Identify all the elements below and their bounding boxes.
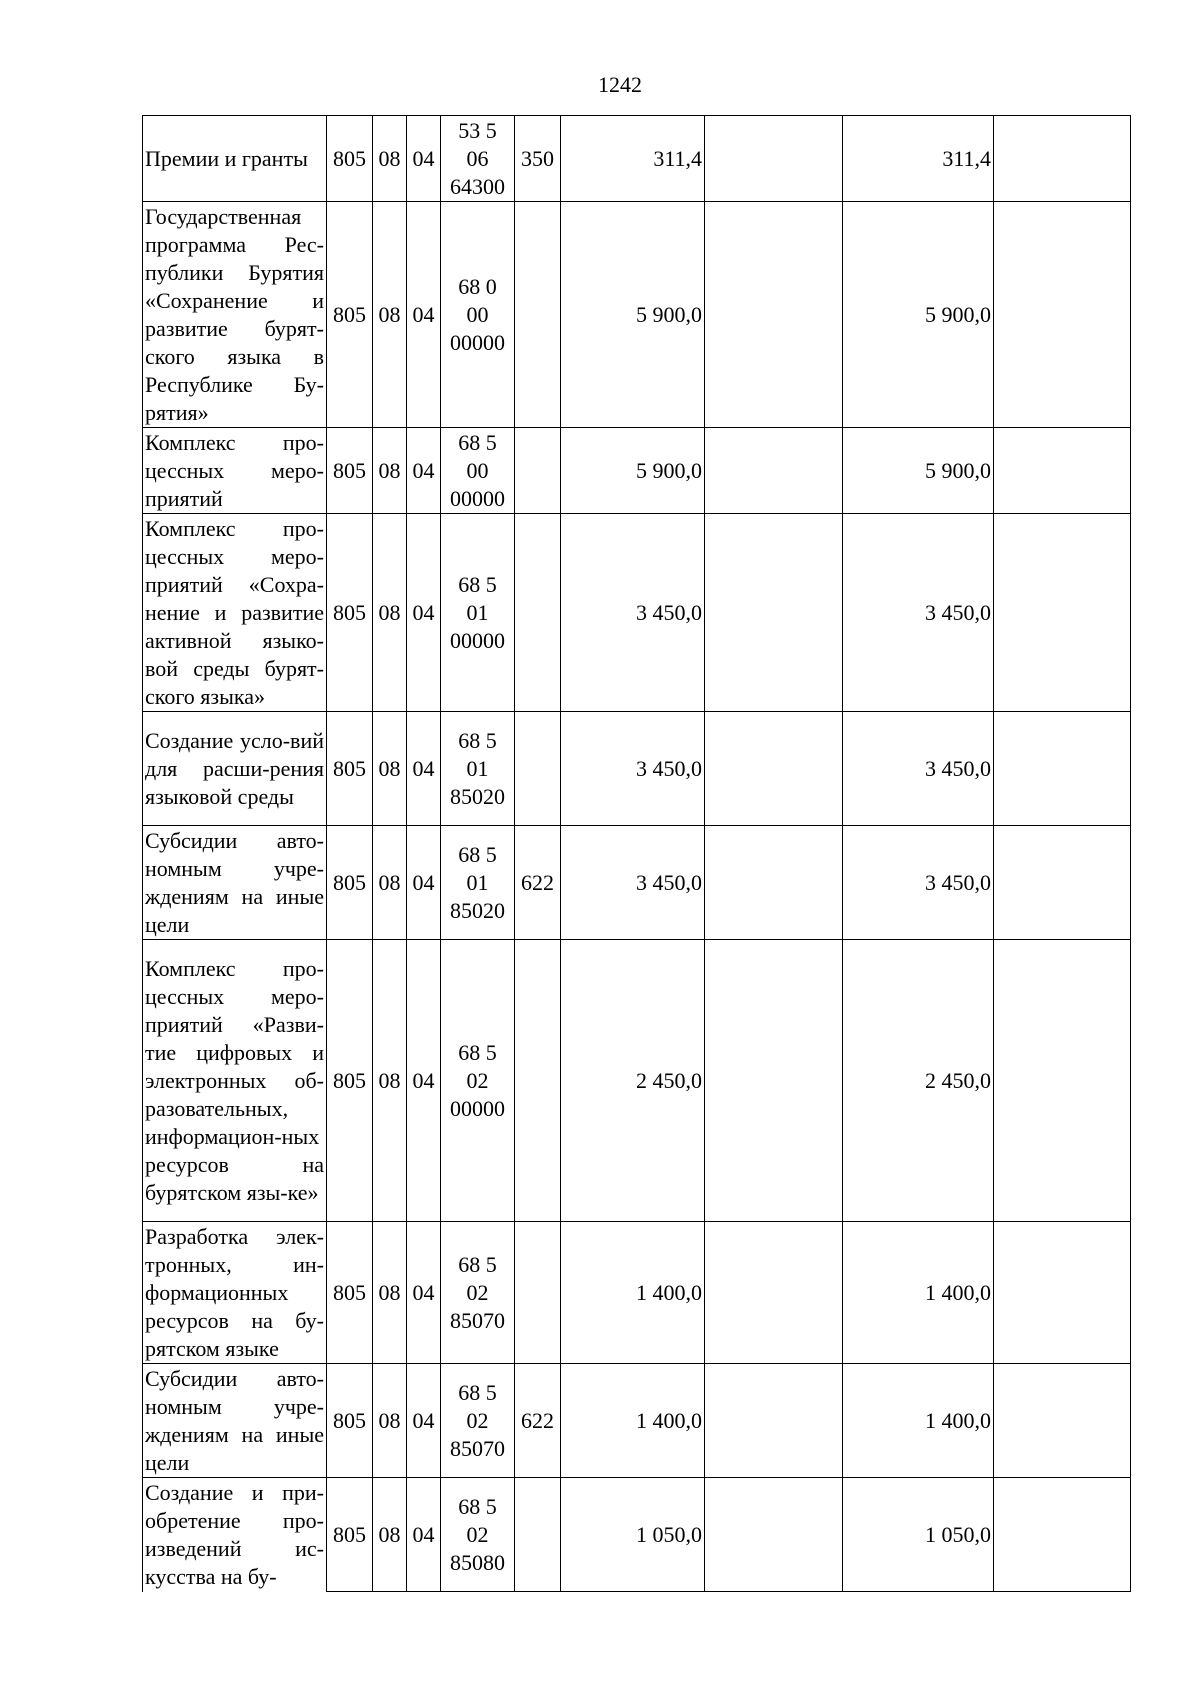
row-name: Государственная программа Рес-публики Бурятия «Сохранение и развитие бурят-ского языка в Республике Бу-рятия» — [143, 202, 327, 428]
subsection-code: 04 — [407, 1478, 441, 1592]
subsection-code: 04 — [407, 1364, 441, 1478]
target-article-code: 68 5 02 00000 — [441, 940, 515, 1222]
ministry-code: 805 — [327, 1222, 373, 1364]
amount-col-2 — [705, 1478, 843, 1592]
amount-total: 3 450,0 — [561, 826, 705, 940]
row-name: Премии и гранты — [143, 116, 327, 202]
amount-col-2 — [705, 202, 843, 428]
amount-col-3: 1 400,0 — [843, 1222, 994, 1364]
amount-total: 1 400,0 — [561, 1364, 705, 1478]
amount-total: 1 050,0 — [561, 1478, 705, 1592]
section-code: 08 — [373, 202, 407, 428]
row-name: Создание усло-вий для расши-рения языковой среды — [143, 712, 327, 826]
amount-col-4 — [994, 514, 1131, 712]
subsection-code: 04 — [407, 1222, 441, 1364]
target-article-code: 53 5 06 64300 — [441, 116, 515, 202]
section-code: 08 — [373, 940, 407, 1222]
amount-col-3: 3 450,0 — [843, 514, 994, 712]
table-row — [143, 514, 1131, 712]
expense-type-code — [515, 940, 561, 1222]
section-code: 08 — [373, 712, 407, 826]
ministry-code: 805 — [327, 826, 373, 940]
amount-col-2 — [705, 116, 843, 202]
section-code: 08 — [373, 1478, 407, 1592]
row-name: Комплекс про-цессных меро-приятий «Сохра-нение и развитие активной языко-вой среды бурят-ского языка» — [143, 514, 327, 712]
target-article-code: 68 5 00 00000 — [441, 428, 515, 514]
amount-col-3: 5 900,0 — [843, 202, 994, 428]
amount-col-2 — [705, 514, 843, 712]
expense-type-code — [515, 712, 561, 826]
amount-col-4 — [994, 826, 1131, 940]
amount-col-4 — [994, 428, 1131, 514]
amount-col-2 — [705, 712, 843, 826]
target-article-code: 68 0 00 00000 — [441, 202, 515, 428]
amount-col-4 — [994, 940, 1131, 1222]
ministry-code: 805 — [327, 116, 373, 202]
amount-col-3: 3 450,0 — [843, 712, 994, 826]
amount-col-4 — [994, 712, 1131, 826]
table-row — [143, 826, 1131, 940]
ministry-code: 805 — [327, 712, 373, 826]
row-name: Субсидии авто-номным учре-ждениям на иные цели — [143, 1364, 327, 1478]
section-code: 08 — [373, 514, 407, 712]
amount-col-3: 3 450,0 — [843, 826, 994, 940]
row-name: Создание и при-обретение про-изведений ис-кусства на бу- — [143, 1478, 327, 1592]
section-code: 08 — [373, 116, 407, 202]
page-number: 1242 — [598, 72, 642, 97]
ministry-code: 805 — [327, 940, 373, 1222]
expense-type-code — [515, 1478, 561, 1592]
amount-col-2 — [705, 826, 843, 940]
row-name: Комплекс про-цессных меро-приятий — [143, 428, 327, 514]
subsection-code: 04 — [407, 116, 441, 202]
subsection-code: 04 — [407, 514, 441, 712]
target-article-code: 68 5 02 85080 — [441, 1478, 515, 1592]
subsection-code: 04 — [407, 826, 441, 940]
row-name: Разработка элек-тронных, ин-формационных ресурсов на бу-рятском языке — [143, 1222, 327, 1364]
amount-total: 1 400,0 — [561, 1222, 705, 1364]
expense-type-code — [515, 428, 561, 514]
expense-type-code — [515, 514, 561, 712]
amount-col-3: 311,4 — [843, 116, 994, 202]
table-row — [143, 428, 1131, 514]
section-code: 08 — [373, 1364, 407, 1478]
table-row — [143, 712, 1131, 826]
amount-total: 311,4 — [561, 116, 705, 202]
table-row — [143, 1478, 1131, 1592]
amount-total: 3 450,0 — [561, 514, 705, 712]
row-name: Субсидии авто-номным учре-ждениям на иные цели — [143, 826, 327, 940]
expense-type-code: 622 — [515, 1364, 561, 1478]
table-row — [143, 1222, 1131, 1364]
amount-total: 5 900,0 — [561, 428, 705, 514]
amount-col-4 — [994, 1364, 1131, 1478]
subsection-code: 04 — [407, 428, 441, 514]
budget-table — [142, 115, 1131, 1592]
amount-col-4 — [994, 202, 1131, 428]
ministry-code: 805 — [327, 202, 373, 428]
table-row — [143, 116, 1131, 202]
expense-type-code: 622 — [515, 826, 561, 940]
ministry-code: 805 — [327, 1364, 373, 1478]
amount-col-3: 1 400,0 — [843, 1364, 994, 1478]
amount-total: 5 900,0 — [561, 202, 705, 428]
table-row — [143, 940, 1131, 1222]
amount-col-4 — [994, 116, 1131, 202]
ministry-code: 805 — [327, 1478, 373, 1592]
amount-col-3: 5 900,0 — [843, 428, 994, 514]
amount-col-2 — [705, 428, 843, 514]
amount-col-2 — [705, 1364, 843, 1478]
expense-type-code — [515, 1222, 561, 1364]
amount-total: 3 450,0 — [561, 712, 705, 826]
ministry-code: 805 — [327, 514, 373, 712]
amount-total: 2 450,0 — [561, 940, 705, 1222]
section-code: 08 — [373, 428, 407, 514]
target-article-code: 68 5 01 00000 — [441, 514, 515, 712]
subsection-code: 04 — [407, 940, 441, 1222]
amount-col-3: 2 450,0 — [843, 940, 994, 1222]
target-article-code: 68 5 02 85070 — [441, 1222, 515, 1364]
section-code: 08 — [373, 1222, 407, 1364]
row-name: Комплекс про-цессных меро-приятий «Разви-тие цифровых и электронных об-разовательных, информацион-ных ресурсов на бурятском язы-ке» — [143, 940, 327, 1222]
subsection-code: 04 — [407, 202, 441, 428]
amount-col-2 — [705, 940, 843, 1222]
target-article-code: 68 5 01 85020 — [441, 712, 515, 826]
subsection-code: 04 — [407, 712, 441, 826]
ministry-code: 805 — [327, 428, 373, 514]
table-row — [143, 202, 1131, 428]
expense-type-code: 350 — [515, 116, 561, 202]
expense-type-code — [515, 202, 561, 428]
amount-col-2 — [705, 1222, 843, 1364]
amount-col-4 — [994, 1222, 1131, 1364]
target-article-code: 68 5 01 85020 — [441, 826, 515, 940]
table-row — [143, 1364, 1131, 1478]
amount-col-4 — [994, 1478, 1131, 1592]
section-code: 08 — [373, 826, 407, 940]
target-article-code: 68 5 02 85070 — [441, 1364, 515, 1478]
amount-col-3: 1 050,0 — [843, 1478, 994, 1592]
